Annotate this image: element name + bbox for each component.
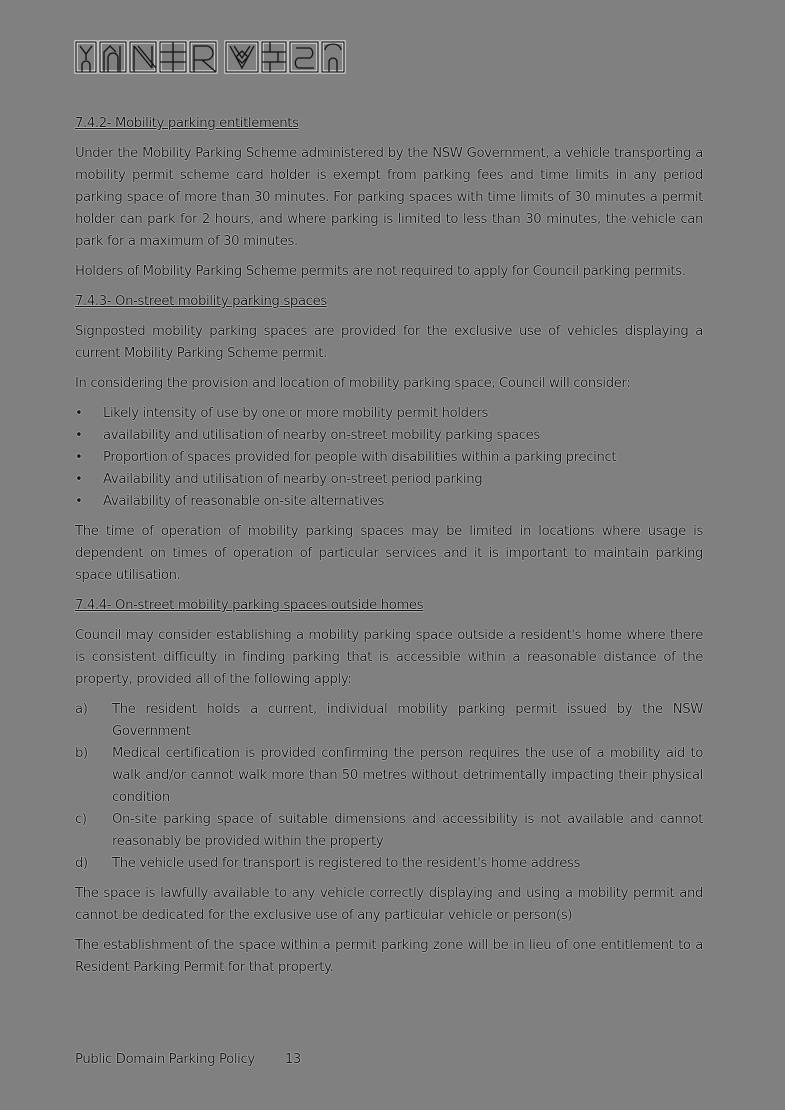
bullet-icon: • bbox=[75, 472, 83, 487]
page-number: 13 bbox=[284, 1052, 301, 1067]
section-heading-7-4-3: 7.4.3- On-street mobility parking spaces bbox=[75, 294, 327, 309]
paragraph: The space is lawfully available to any vehicle correctly displaying and using a mobility permit and cannot be dedicated for the exclusive use of any particular vehicle or person(s) bbox=[75, 886, 703, 923]
list-item bbox=[75, 853, 703, 875]
consideration-list bbox=[75, 403, 703, 513]
list-item-text: Availability and utilisation of nearby on-street period parking bbox=[103, 472, 483, 487]
list-item-text: The vehicle used for transport is registered to the resident's home address bbox=[112, 856, 581, 871]
list-item bbox=[75, 491, 703, 513]
logo-wordmark-icon bbox=[74, 38, 370, 76]
bullet-icon: • bbox=[75, 428, 83, 443]
conditions-list bbox=[75, 699, 703, 875]
list-marker: c) bbox=[75, 812, 87, 827]
list-item-text: Proportion of spaces provided for people with disabilities within a parking precinct bbox=[103, 450, 617, 465]
list-marker: a) bbox=[75, 702, 88, 717]
list-marker: d) bbox=[75, 856, 88, 871]
list-item-text: Availability of reasonable on-site alternatives bbox=[103, 494, 385, 509]
list-item-text: Medical certification is provided confirming the person requires the use of a mobility aid to walk and/or cannot walk more than 50 metres without detrimentally impacting their physical condition bbox=[112, 746, 703, 805]
paragraph: Under the Mobility Parking Scheme administered by the NSW Government, a vehicle transporting a mobility permit scheme card holder is exempt from parking fees and time limits in any period parking space of more than 30 minutes. For parking spaces with time limits of 30 minutes a permit holder can park for 2 hours, and where parking is limited to less than 30 minutes, the vehicle can park for a maximum of 30 minutes. bbox=[75, 146, 703, 249]
list-item-text: On-site parking space of suitable dimensions and accessibility is not available and cannot reasonably be provided within the property bbox=[112, 812, 703, 849]
list-item-text: The resident holds a current, individual mobility parking permit issued by the NSW Government bbox=[112, 702, 703, 739]
list-item bbox=[75, 469, 703, 491]
list-item bbox=[75, 743, 703, 809]
section-heading-7-4-2: 7.4.2- Mobility parking entitlements bbox=[75, 116, 299, 131]
paragraph: Signposted mobility parking spaces are provided for the exclusive use of vehicles displaying a current Mobility Parking Scheme permit. bbox=[75, 324, 703, 361]
paragraph: Holders of Mobility Parking Scheme permits are not required to apply for Council parking permits. bbox=[75, 264, 686, 279]
page-footer bbox=[75, 1052, 301, 1067]
list-item bbox=[75, 447, 703, 469]
footer-title: Public Domain Parking Policy bbox=[75, 1052, 255, 1067]
paragraph: The time of operation of mobility parking spaces may be limited in locations where usage is dependent on times of operation of particular services and it is important to maintain parking space utilisation. bbox=[75, 524, 703, 583]
document-body bbox=[75, 113, 703, 987]
list-item-text: Likely intensity of use by one or more mobility permit holders bbox=[103, 406, 489, 421]
list-item bbox=[75, 403, 703, 425]
paragraph: Council may consider establishing a mobility parking space outside a resident's home where there is consistent difficulty in finding parking that is accessible within a reasonable distance of the property, provided all of the following apply: bbox=[75, 628, 703, 687]
list-item-text: availability and utilisation of nearby on-street mobility parking spaces bbox=[103, 428, 540, 443]
bullet-icon: • bbox=[75, 406, 83, 421]
inner-west-logo bbox=[74, 38, 370, 76]
list-marker: b) bbox=[75, 746, 88, 761]
list-item bbox=[75, 425, 703, 447]
bullet-icon: • bbox=[75, 494, 83, 509]
list-item bbox=[75, 809, 703, 853]
bullet-icon: • bbox=[75, 450, 83, 465]
section-heading-7-4-4: 7.4.4- On-street mobility parking spaces outside homes bbox=[75, 598, 424, 613]
paragraph: In considering the provision and location of mobility parking space, Council will consider: bbox=[75, 376, 631, 391]
paragraph: The establishment of the space within a permit parking zone will be in lieu of one entitlement to a Resident Parking Permit for that property. bbox=[75, 938, 703, 975]
list-item bbox=[75, 699, 703, 743]
